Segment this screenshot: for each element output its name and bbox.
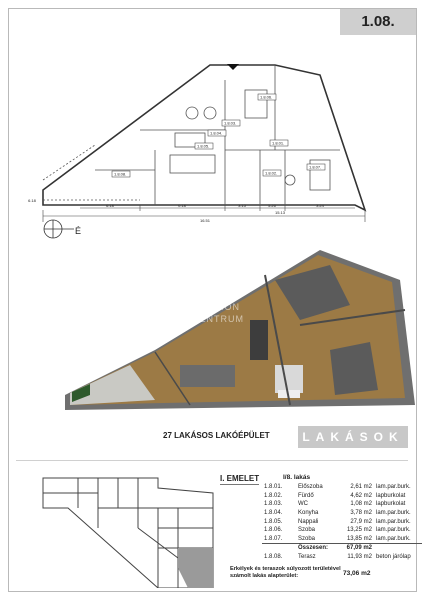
unit-number-tab: 1.08. — [340, 9, 416, 35]
room-table — [262, 483, 422, 561]
dimension-segment: 3.15 — [238, 203, 246, 208]
table-row: 1.8.07. Szoba 13,85 m2 lam.par.burk. — [264, 535, 411, 542]
room-tag: 1.8.02. — [265, 170, 278, 176]
watermark-logo: ÔC OTTHON CENTRUM — [192, 256, 244, 324]
dining-table — [250, 320, 268, 360]
table-row: 1.8.01. Előszoba 2,61 m2 lam.par.burk. — [264, 484, 411, 491]
total-row: Összesen: 67,09 m2 — [262, 544, 422, 553]
floor-label: I. EMELET — [220, 474, 260, 483]
divider — [16, 460, 408, 461]
north-label: É — [75, 226, 82, 236]
highlighted-unit — [178, 548, 213, 588]
terrace-row: 1.8.08. Terasz 11,93 m2 beton járólap — [264, 554, 411, 561]
dimension-segment: 0.18 — [178, 203, 186, 208]
dimension-segment: 3.24 — [316, 203, 324, 208]
dimension-total: 16.51 — [199, 218, 211, 223]
floor-plan-2d — [20, 40, 415, 245]
table-row: 1.8.05. Nappali 27,9 m2 lam.par.burk. — [264, 518, 411, 525]
bathroom — [275, 365, 303, 393]
weighted-area-note: Erkélyek és teraszok súlyozott területével számolt lakás alapterület: — [230, 566, 341, 579]
table-row: 1.8.04. Konyha 3,78 m2 lam.par.burk. — [264, 510, 411, 517]
room-tag: 1.8.06. — [260, 94, 273, 100]
room-tag: 1.8.03. — [224, 120, 237, 126]
table-row: 1.8.06. Szoba 13,25 m2 lam.par.burk. — [264, 527, 411, 534]
room-tag: 1.8.08. — [114, 171, 127, 177]
room-tag: 1.8.01. — [272, 140, 285, 146]
bed-room-2 — [330, 342, 378, 395]
entrance-arrow-icon — [227, 64, 239, 70]
weighted-area-value: 73,06 m2 — [343, 570, 371, 577]
north-arrow-icon — [44, 220, 74, 238]
room-tag: 1.8.05. — [197, 143, 210, 149]
section-title: LAKÁSOK — [298, 426, 408, 448]
dimension-segment: 6.18 — [106, 203, 114, 208]
table-row: 1.8.03. WC 1,08 m2 lapburkolat — [264, 501, 406, 508]
room-tag: 1.8.04. — [210, 130, 223, 136]
key-plan — [38, 468, 218, 588]
dimension-sub: 15.13 — [274, 210, 286, 215]
dimension-left: 6.18 — [28, 198, 36, 203]
unit-header: I/8. lakás — [283, 474, 311, 481]
plan-outline — [43, 65, 365, 210]
table-row: 1.8.02. Fürdő 4,62 m2 lapburkolat — [264, 492, 406, 499]
building-title: 27 LAKÁSOS LAKÓÉPÜLET — [163, 431, 270, 440]
dimension-segment: 5.26 — [268, 203, 276, 208]
room-tag: 1.8.07. — [309, 164, 322, 170]
sofa — [180, 365, 235, 387]
